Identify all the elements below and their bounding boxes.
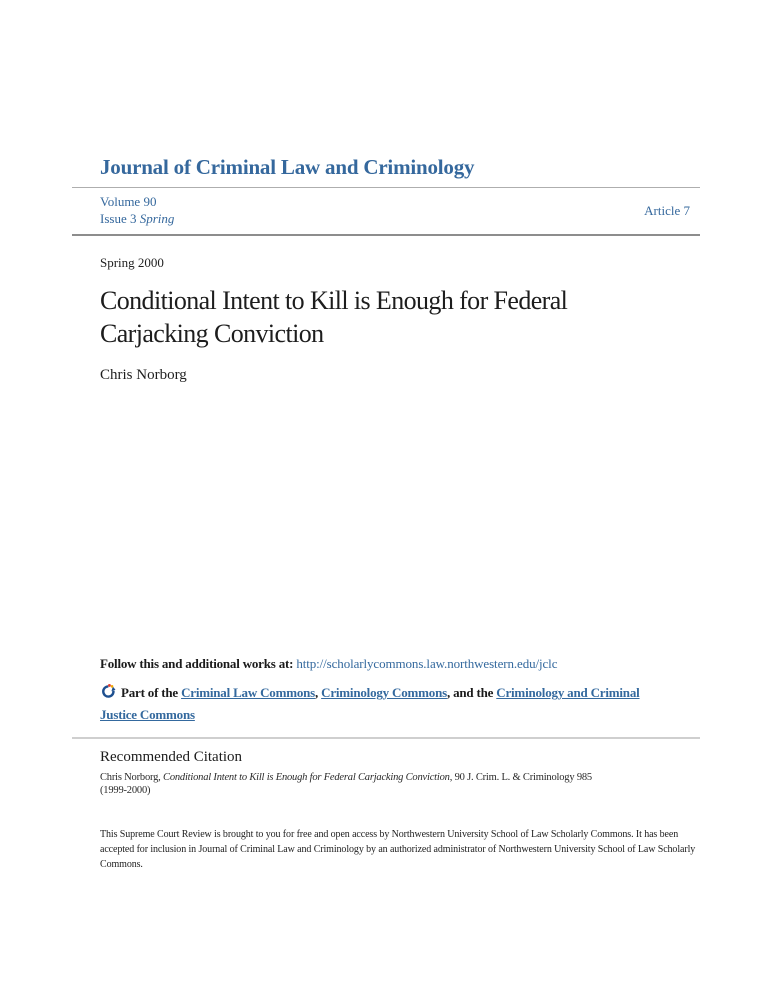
author-name: Chris Norborg bbox=[100, 367, 187, 383]
issue-season: Spring bbox=[139, 211, 175, 226]
criminology-criminal-justice-commons-link[interactable]: Criminology and Criminal bbox=[496, 685, 640, 700]
issue-prefix: Issue 3 bbox=[100, 211, 140, 226]
journal-title: Journal of Criminal Law and Criminology bbox=[100, 155, 475, 179]
article-number: Article 7 bbox=[644, 202, 690, 218]
issue-label bbox=[100, 210, 174, 227]
repository-url-link[interactable]: http://scholarlycommons.law.northwestern.edu/jclc bbox=[296, 656, 558, 671]
partof-prefix: Part of the bbox=[121, 685, 182, 700]
access-statement bbox=[100, 827, 720, 872]
access-statement-line1: This Supreme Court Review is brought to you for free and open access by Northwestern University School of Law Scholarly Commons. It has been bbox=[100, 829, 679, 840]
season-year: Spring 2000 bbox=[100, 255, 164, 270]
follow-line bbox=[100, 655, 700, 673]
journal-masthead bbox=[72, 152, 700, 236]
recommended-citation-heading: Recommended Citation bbox=[100, 749, 243, 765]
citation-divider bbox=[72, 737, 700, 739]
recommended-citation-block bbox=[100, 748, 660, 797]
access-statement-line2: accepted for inclusion in Journal of Criminal Law and Criminology by an authorized administrator of Northwestern University School of Law Scholarly bbox=[100, 844, 696, 855]
citation-article-title: Conditional Intent to Kill is Enough for Federal Carjacking Conviction bbox=[163, 772, 450, 783]
follow-works-block bbox=[100, 655, 700, 726]
partof-sep2: , and the bbox=[446, 685, 497, 700]
volume-label: Volume 90 bbox=[100, 194, 157, 209]
citation-text bbox=[100, 771, 660, 797]
masthead-divider-bottom bbox=[72, 234, 700, 236]
article-header bbox=[100, 255, 700, 384]
citation-journal-ref: , 90 J. Crim. L. & Criminology 985 bbox=[449, 772, 592, 783]
criminology-criminal-justice-commons-link-wrap[interactable]: Justice Commons bbox=[100, 707, 195, 722]
access-statement-line3: Commons. bbox=[100, 859, 143, 870]
follow-label: Follow this and additional works at: bbox=[100, 656, 297, 671]
volume-issue-row bbox=[72, 188, 700, 234]
article-title-line2: Carjacking Conviction bbox=[100, 319, 324, 348]
article-title bbox=[100, 284, 700, 350]
partof-sep1: , bbox=[315, 685, 322, 700]
citation-author: Chris Norborg, bbox=[100, 772, 164, 783]
part-of-line bbox=[100, 682, 700, 726]
article-title-line1: Conditional Intent to Kill is Enough for Federal bbox=[100, 286, 568, 315]
criminology-commons-link[interactable]: Criminology Commons bbox=[321, 685, 447, 700]
volume-issue-block bbox=[100, 193, 174, 227]
criminal-law-commons-link[interactable]: Criminal Law Commons bbox=[181, 685, 316, 700]
citation-line2: (1999-2000) bbox=[100, 785, 151, 796]
commons-network-icon bbox=[100, 684, 116, 699]
citation-line1 bbox=[100, 772, 592, 783]
